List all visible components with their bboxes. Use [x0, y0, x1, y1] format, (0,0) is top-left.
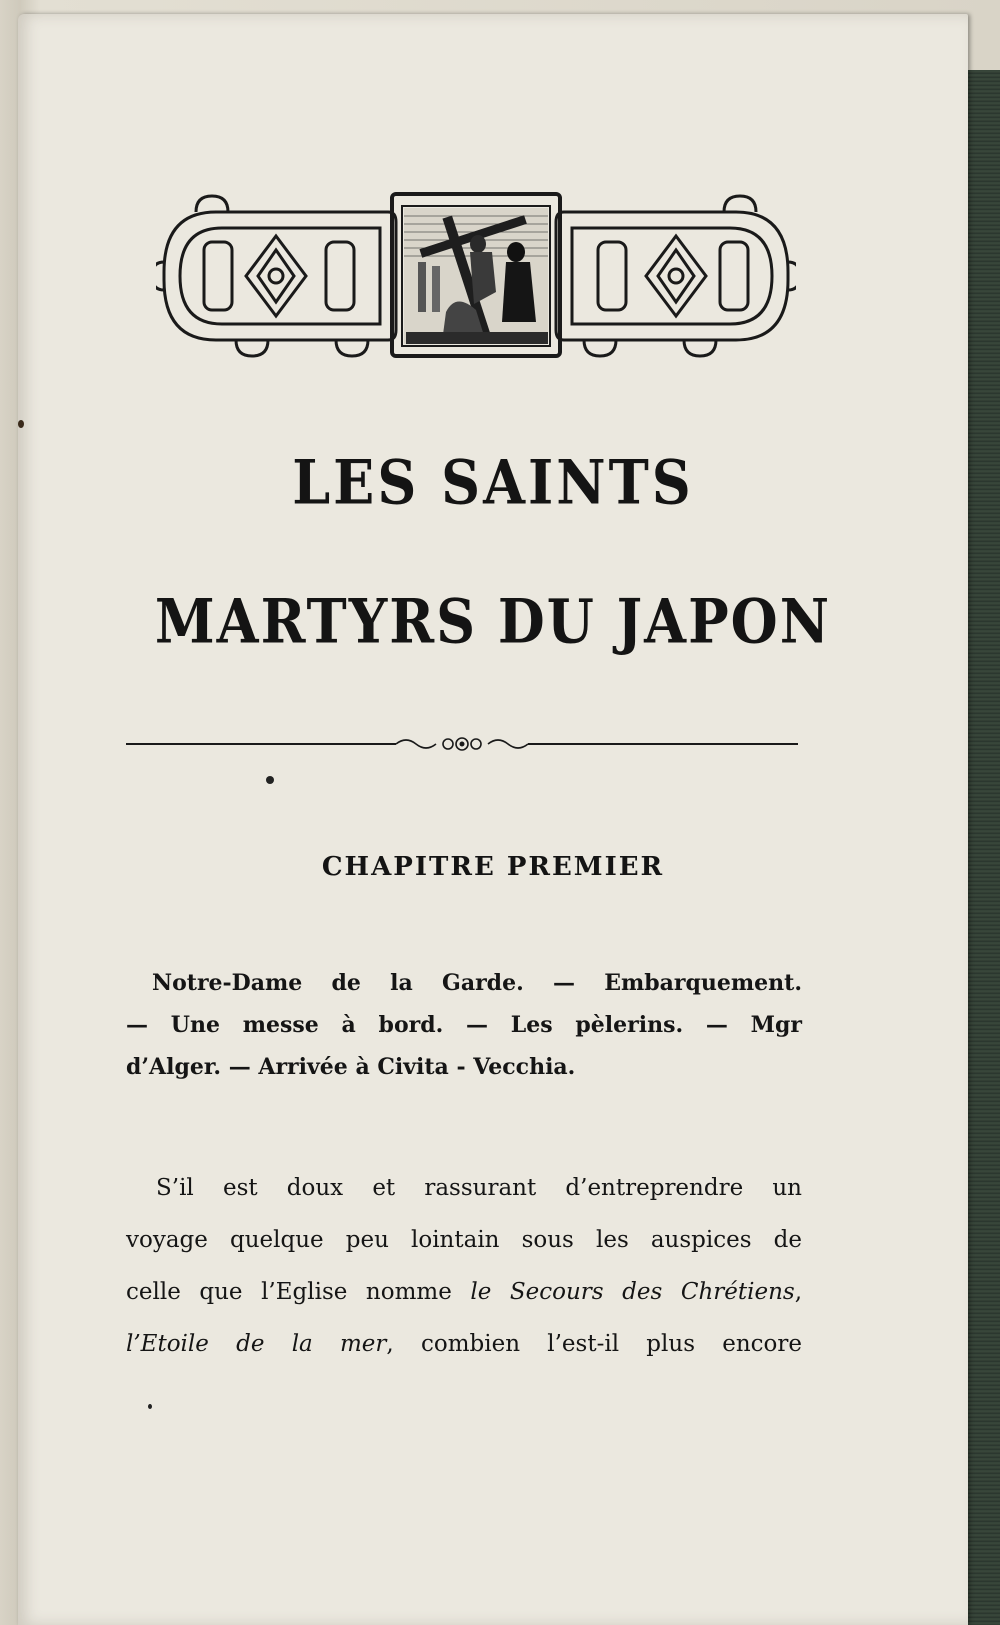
body-text-run: , — [794, 1279, 802, 1305]
chapter-heading: CHAPITRE PREMIER — [321, 852, 665, 882]
body-line: S’il est doux et rassurant d’entreprendre un — [156, 1175, 802, 1201]
book-page — [18, 14, 968, 1625]
body-line: voyage quelque peu lointain sous les auspices de — [126, 1227, 802, 1253]
headpiece-ornament — [156, 192, 796, 360]
title-line-1: LES SAINTS — [292, 446, 694, 518]
summary-line: d’Alger. — Arrivée à Civita - Vecchia. — [126, 1054, 576, 1080]
body-text-run: , combien l’est-il plus encore — [386, 1331, 803, 1357]
chapter-summary — [126, 962, 802, 1088]
body-line — [126, 1266, 802, 1318]
ink-speck — [18, 420, 24, 428]
body-line — [126, 1318, 802, 1370]
summary-line: — Une messe à bord. — Les pèlerins. — Mgr — [126, 1012, 802, 1038]
ink-speck — [148, 1404, 152, 1409]
ink-speck — [266, 776, 274, 784]
summary-line: Notre-Dame de la Garde. — Embarquement. — [152, 970, 802, 996]
decorative-rule — [126, 734, 798, 754]
body-text-run: celle que l’Eglise nomme — [126, 1279, 471, 1305]
italic-phrase: l’Etoile de la mer — [126, 1331, 387, 1357]
italic-phrase: le Secours des Chrétiens — [470, 1279, 795, 1305]
body-paragraph — [126, 1162, 802, 1370]
title-line-2: MARTYRS DU JAPON — [154, 585, 832, 657]
